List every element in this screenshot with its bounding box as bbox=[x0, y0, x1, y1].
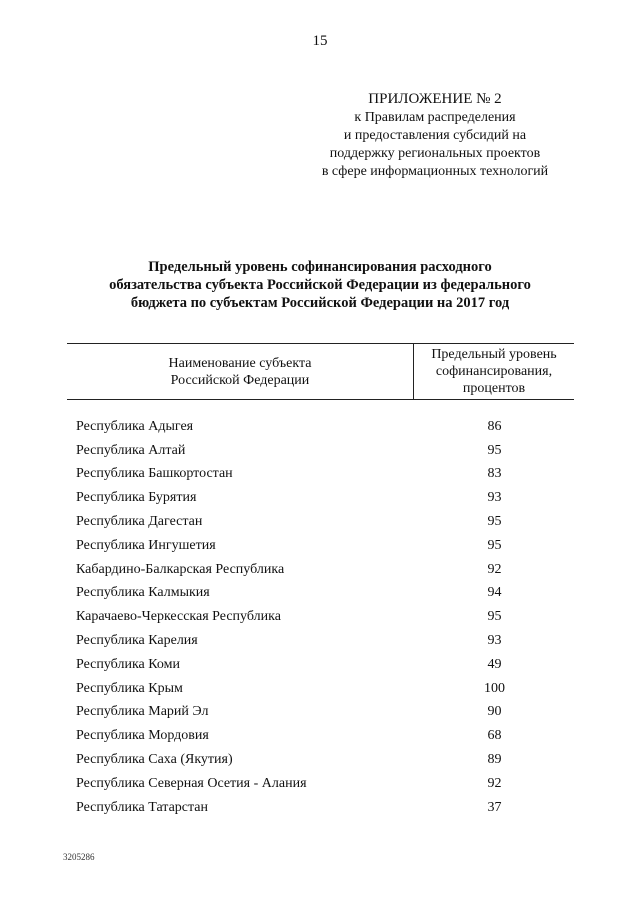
table-row bbox=[67, 534, 574, 558]
cofinancing-value: 100 bbox=[484, 680, 505, 696]
cofinancing-value: 92 bbox=[487, 561, 502, 577]
subject-name: Республика Крым bbox=[76, 680, 183, 696]
appendix-line: к Правилам распределения bbox=[354, 110, 516, 125]
header-subject-line: Наименование субъекта bbox=[168, 355, 312, 371]
cofinancing-value: 68 bbox=[487, 728, 502, 744]
cofinancing-value: 94 bbox=[487, 585, 502, 601]
table-row bbox=[67, 486, 574, 510]
footer-code: 3205286 bbox=[63, 852, 95, 862]
table-row bbox=[67, 701, 574, 725]
cofinancing-table bbox=[67, 343, 574, 820]
cofinancing-value: 92 bbox=[487, 775, 502, 791]
subject-name: Республика Дагестан bbox=[76, 514, 203, 530]
cofinancing-value: 95 bbox=[487, 609, 502, 625]
appendix-header bbox=[290, 90, 580, 181]
table-row bbox=[67, 558, 574, 582]
subject-name: Республика Мордовия bbox=[76, 728, 209, 744]
cofinancing-value: 83 bbox=[487, 466, 502, 482]
appendix-title: ПРИЛОЖЕНИЕ № 2 bbox=[368, 91, 502, 107]
table-row bbox=[67, 582, 574, 606]
table-header bbox=[67, 343, 574, 400]
table-row bbox=[67, 605, 574, 629]
subject-name: Республика Татарстан bbox=[76, 799, 209, 815]
subject-name: Республика Калмыкия bbox=[76, 585, 210, 601]
appendix-line: в сфере информационных технологий bbox=[321, 164, 549, 179]
cofinancing-value: 95 bbox=[487, 514, 502, 530]
subject-name: Республика Саха (Якутия) bbox=[76, 752, 233, 768]
cofinancing-value: 93 bbox=[487, 633, 502, 649]
table-row bbox=[67, 415, 574, 439]
appendix-line: поддержку региональных проектов bbox=[329, 146, 541, 161]
header-level-line: софинансирования, bbox=[435, 364, 553, 379]
header-subject-line: Российской Федерации bbox=[170, 372, 310, 388]
header-level-line: Предельный уровень bbox=[431, 347, 557, 362]
table-body bbox=[67, 415, 574, 820]
table-row bbox=[67, 772, 574, 796]
cofinancing-value: 95 bbox=[487, 537, 502, 553]
subject-name: Кабардино-Балкарская Республика bbox=[76, 561, 285, 577]
cofinancing-value: 90 bbox=[487, 704, 502, 720]
cofinancing-value: 37 bbox=[487, 799, 502, 815]
header-subject-name bbox=[67, 344, 414, 399]
subject-name: Республика Бурятия bbox=[76, 490, 197, 506]
table-row bbox=[67, 439, 574, 463]
subject-name: Республика Ингушетия bbox=[76, 537, 216, 553]
table-row bbox=[67, 653, 574, 677]
table-row bbox=[67, 724, 574, 748]
document-title-line: бюджета по субъектам Российской Федерации на 2017 год bbox=[130, 295, 510, 311]
subject-name: Республика Алтай bbox=[76, 442, 186, 458]
appendix-line: и предоставления субсидий на bbox=[343, 128, 527, 143]
cofinancing-value: 93 bbox=[487, 490, 502, 506]
subject-name: Республика Адыгея bbox=[76, 418, 194, 434]
header-cofinancing-level bbox=[414, 344, 574, 399]
cofinancing-value: 95 bbox=[487, 442, 502, 458]
subject-name: Карачаево-Черкесская Республика bbox=[76, 609, 281, 625]
document-title bbox=[60, 258, 580, 312]
header-level-line: процентов bbox=[462, 381, 526, 396]
table-row bbox=[67, 629, 574, 653]
table-row bbox=[67, 463, 574, 487]
document-title-line: обязательства субъекта Российской Федерации из федерального bbox=[109, 277, 531, 293]
subject-name: Республика Карелия bbox=[76, 633, 198, 649]
subject-name: Республика Коми bbox=[76, 656, 180, 672]
document-title-line: Предельный уровень софинансирования расходного bbox=[148, 259, 492, 275]
table-row bbox=[67, 796, 574, 820]
cofinancing-value: 49 bbox=[487, 656, 502, 672]
cofinancing-value: 89 bbox=[487, 752, 502, 768]
page-number: 15 bbox=[312, 33, 328, 49]
subject-name: Республика Башкортостан bbox=[76, 466, 233, 482]
table-row bbox=[67, 510, 574, 534]
table-row bbox=[67, 677, 574, 701]
subject-name: Республика Марий Эл bbox=[76, 704, 209, 720]
table-row bbox=[67, 748, 574, 772]
subject-name: Республика Северная Осетия - Алания bbox=[76, 775, 307, 791]
cofinancing-value: 86 bbox=[487, 418, 502, 434]
